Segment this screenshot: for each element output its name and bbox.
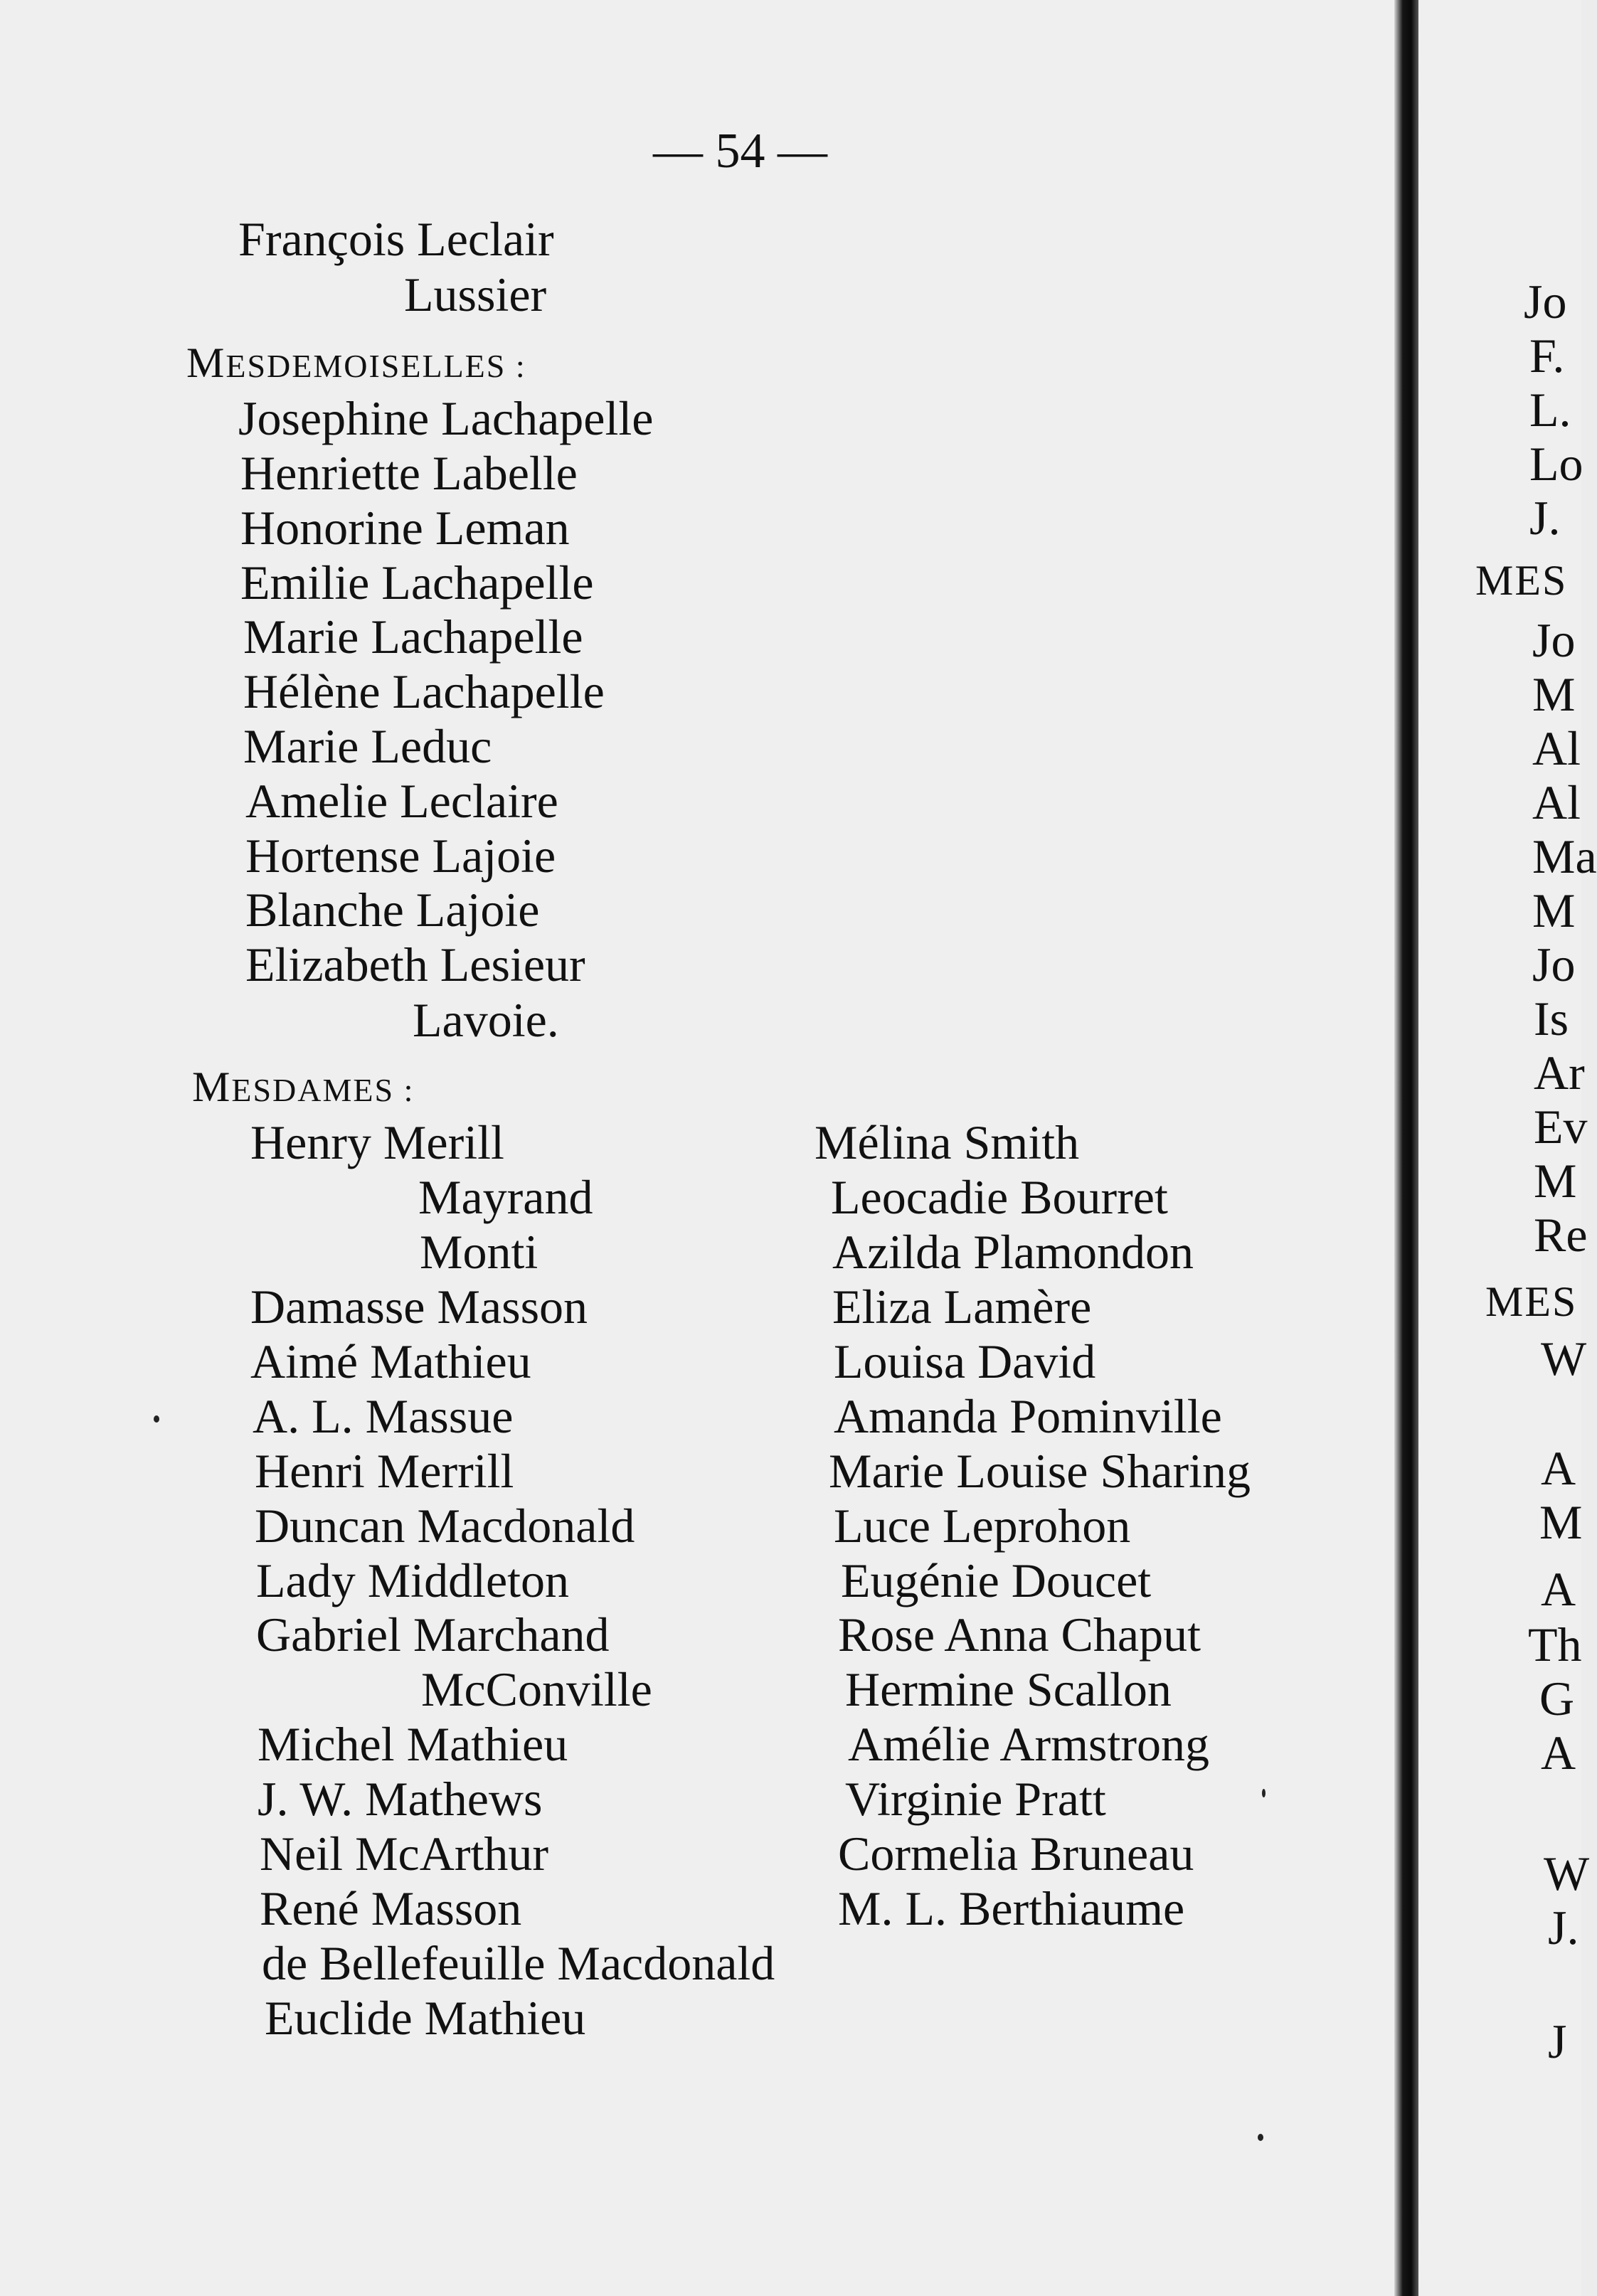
list-item: Marie Leduc [243,719,492,773]
list-item: Josephine Lachapelle [238,391,654,445]
list-item: Marie Lachapelle [243,610,583,664]
list-item: Lussier [404,267,547,321]
fragment-text: Al [1532,775,1581,829]
fragment-text: Ar [1534,1046,1585,1100]
fragment-text: M [1534,1154,1577,1208]
list-item: A. L. Massue [253,1389,514,1443]
list-item: Lady Middleton [256,1553,570,1607]
fragment-text: W [1541,1332,1587,1386]
fragment-text: L. [1529,383,1571,437]
fragment-text: A [1541,1562,1576,1616]
list-item: Gabriel Marchand [256,1607,610,1662]
list-item: Michel Mathieu [258,1717,568,1771]
fragment-text: W [1544,1846,1590,1901]
ink-speck [1262,1789,1266,1797]
fragment-text: Jo [1524,275,1567,329]
list-item: Damasse Masson [250,1280,588,1334]
list-item: Hermine Scallon [845,1662,1172,1716]
list-item: Henri Merrill [255,1444,514,1498]
list-item: Cormelia Bruneau [838,1827,1194,1881]
fragment-text: Al [1532,721,1581,775]
list-item: Eliza Lamère [832,1280,1092,1334]
fragment-text: Th [1528,1617,1582,1671]
list-item: McConville [421,1662,652,1716]
list-item: Monti [420,1225,538,1279]
list-item: Mélina Smith [815,1115,1080,1169]
fragment-heading: MES [1475,557,1568,604]
list-item: Marie Louise Sharing [829,1444,1251,1498]
list-item: Elizabeth Lesieur [245,937,585,992]
fragment-text: Ma [1532,829,1597,883]
list-item: Lavoie. [413,993,559,1047]
fragment-heading: MES [1485,1278,1578,1325]
fragment-text: Ev [1534,1100,1588,1154]
section-heading-mesdames [192,1065,414,1108]
list-item: Duncan Macdonald [255,1499,635,1553]
list-item: Amanda Pominville [834,1389,1222,1443]
list-item: Hortense Lajoie [245,829,556,883]
list-item: Mayrand [418,1170,593,1224]
list-item: Amélie Armstrong [848,1717,1210,1771]
list-item: Louisa David [834,1334,1096,1388]
section-heading-mesdemoiselles [186,341,526,384]
fragment-text: Is [1534,992,1569,1046]
heading-initial: M [192,1063,232,1110]
fragment-text: A [1541,1441,1576,1495]
list-item: Virginie Pratt [845,1772,1106,1826]
list-item: J. W. Mathews [258,1772,543,1826]
list-item: Aimé Mathieu [250,1334,531,1388]
list-item: François Leclair [238,212,554,266]
heading-rest: ESDEMOISELLES : [226,348,526,384]
fragment-text: Lo [1529,437,1583,491]
list-item: Amelie Leclaire [245,774,558,828]
list-item: Henriette Labelle [240,446,578,500]
list-item: Eugénie Doucet [841,1553,1152,1607]
fragment-text: G [1539,1671,1575,1726]
list-item: Henry Merill [250,1115,504,1169]
ink-speck [154,1415,159,1423]
fragment-text: J. [1548,1901,1579,1955]
list-item: Emilie Lachapelle [240,556,594,610]
list-item: de Bellefeuille Macdonald [262,1936,775,1990]
list-item: M. L. Berthiaume [838,1881,1185,1935]
fragment-text: M [1532,667,1576,721]
list-item: Azilda Plamondon [832,1225,1194,1279]
fragment-text: Jo [1532,937,1576,992]
heading-initial: M [186,339,226,386]
fragment-text: M [1532,883,1576,937]
list-item: Euclide Mathieu [265,1991,586,2045]
fragment-text: M [1539,1495,1583,1549]
list-item: Leocadie Bourret [831,1170,1168,1224]
list-item: Blanche Lajoie [245,883,540,937]
fragment-text: F. [1529,329,1565,383]
heading-rest: ESDAMES : [231,1072,415,1108]
book-gutter [1394,0,1418,2296]
list-item: Honorine Leman [240,501,570,555]
list-item: Luce Leprohon [834,1499,1131,1553]
fragment-text: J [1548,2014,1567,2068]
list-item: Rose Anna Chaput [838,1607,1201,1662]
page-number: — 54 — [653,124,827,179]
list-item: Neil McArthur [260,1827,549,1881]
list-item: René Masson [260,1881,522,1935]
right-page-fragment [1418,0,1597,2296]
fragment-text: J. [1529,491,1561,545]
fragment-text: Jo [1532,613,1576,667]
ink-speck [1258,2134,1263,2141]
fragment-text: Re [1534,1208,1588,1262]
fragment-text: A [1541,1726,1576,1780]
list-item: Hélène Lachapelle [243,664,605,718]
